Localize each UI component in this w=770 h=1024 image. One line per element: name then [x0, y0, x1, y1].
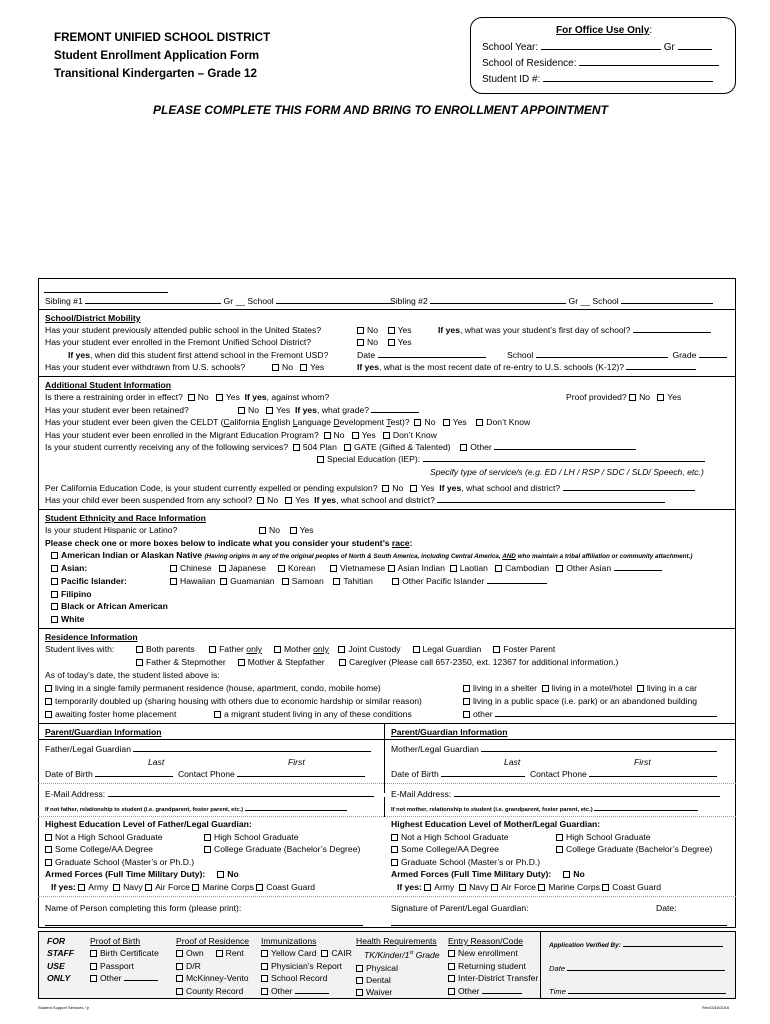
blank-line[interactable] [85, 295, 221, 304]
checkbox[interactable] [170, 578, 177, 585]
blank-line[interactable] [563, 482, 695, 491]
divider [44, 292, 168, 293]
checkbox[interactable] [176, 975, 183, 982]
checkbox[interactable] [448, 950, 455, 957]
checkbox[interactable] [450, 565, 457, 572]
checkbox[interactable] [413, 646, 420, 653]
ethnicity-q1: Is your student Hispanic or Latino? [45, 525, 178, 535]
father-dob-phone: Date of Birth Contact Phone [45, 768, 365, 781]
checkbox[interactable] [463, 711, 470, 718]
race-asian-options: Chinese Japanese Korean Vietnamese Asian Indian Laotian Cambodian Other Asian [170, 562, 662, 575]
mother-relationship: If not mother, relationship to student (i.e. grandparent, foster parent, etc.) [391, 802, 698, 817]
checkbox[interactable] [493, 646, 500, 653]
father-armed: Armed Forces (Full Time Military Duty): No [45, 869, 239, 879]
race-black: Black or African American [51, 600, 168, 613]
sibling-2: Sibling #2 Gr __ School [390, 295, 713, 308]
mother-edu-grad: Graduate School (Master’s or Ph.D.) [391, 856, 540, 869]
residence-other: other [463, 708, 717, 721]
checkbox[interactable] [388, 327, 395, 334]
staff-proof-residence: Proof of Residence Own Rent D/R McKinney-Vento County Record [176, 936, 250, 996]
checkbox[interactable] [410, 485, 417, 492]
additional-q4: Has your student ever been enrolled in the Migrant Education Program? No Yes Don’t Know [45, 430, 437, 440]
blank-line[interactable] [95, 768, 173, 777]
checkbox[interactable] [285, 497, 292, 504]
checkbox[interactable] [657, 394, 664, 401]
checkbox[interactable] [216, 394, 223, 401]
mobility-title: School/District Mobility [45, 313, 141, 323]
checkbox[interactable] [216, 950, 223, 957]
additional-proof: Proof provided? No Yes [566, 392, 682, 402]
checkbox[interactable] [333, 578, 340, 585]
staff-time: Time [549, 985, 726, 999]
checkbox[interactable] [45, 711, 52, 718]
checkbox[interactable] [261, 950, 268, 957]
additional-q3: Has your student ever been given the CELDT (California English Language Development Test)? No Yes Don’t Know [45, 417, 531, 427]
checkbox[interactable] [238, 407, 245, 414]
blank-line[interactable] [487, 575, 547, 584]
checkbox[interactable] [300, 364, 307, 371]
checkbox[interactable] [356, 989, 363, 996]
blank-line[interactable] [423, 453, 705, 462]
checkbox[interactable] [339, 659, 346, 666]
blank-line[interactable] [430, 295, 566, 304]
checkbox[interactable] [136, 646, 143, 653]
footer-left: Student Support Services / jr [38, 1005, 89, 1010]
mother-last-label: Last [504, 757, 521, 767]
divider [38, 628, 736, 629]
checkbox[interactable] [556, 846, 563, 853]
checkbox[interactable] [176, 950, 183, 957]
blank-line[interactable] [699, 349, 727, 358]
mother-branches: If yes: Army Navy Air Force Marine Corps Coast Guard [397, 882, 662, 892]
residence-options-1: Both parents Father only Mother only Joint Custody Legal Guardian Foster Parent [136, 643, 555, 656]
signature-date-label: Date: [656, 903, 677, 913]
father-first-label: First [288, 757, 305, 767]
checkbox[interactable] [459, 884, 466, 891]
form-title: Student Enrollment Application Form [54, 49, 260, 62]
ethnicity-instruction: Please check one or more boxes below to indicate what you consider your student’s race: [45, 538, 413, 548]
residence-migrant: a migrant student living in any of these conditions [214, 708, 412, 721]
blank-line[interactable] [481, 743, 717, 752]
checkbox[interactable] [176, 963, 183, 970]
checkbox[interactable] [278, 565, 285, 572]
checkbox[interactable] [563, 871, 570, 878]
checkbox[interactable] [51, 603, 58, 610]
checkbox[interactable] [629, 394, 636, 401]
residence-options-2: Father & Stepmother Mother & Stepfather Caregiver (Please call 657-2350, ext. 12367 for additional information.) [136, 656, 618, 669]
residence-asof: As of today’s date, the student listed above is: [45, 670, 220, 680]
checkbox[interactable] [45, 834, 52, 841]
checkbox[interactable] [51, 565, 58, 572]
checkbox[interactable] [257, 497, 264, 504]
blank-line[interactable] [495, 708, 717, 717]
mother-first-label: First [634, 757, 651, 767]
checkbox[interactable] [113, 884, 120, 891]
checkbox[interactable] [491, 884, 498, 891]
mother-edu-some: Some College/AA Degree [391, 843, 499, 856]
district-name: FREMONT UNIFIED SCHOOL DISTRICT [54, 31, 271, 44]
checkbox[interactable] [219, 565, 226, 572]
checkbox[interactable] [356, 965, 363, 972]
checkbox[interactable] [204, 846, 211, 853]
checkbox[interactable] [463, 698, 470, 705]
blank-line[interactable] [568, 985, 726, 994]
father-relationship: If not father, relationship to student (i.e. grandparent, foster parent, etc.) [45, 802, 347, 817]
father-edu-some: Some College/AA Degree [45, 843, 153, 856]
sibling-1: Sibling #1 Gr __ School [45, 295, 394, 308]
checkbox[interactable] [51, 552, 58, 559]
additional-q2: Has your student ever been retained? [45, 405, 189, 415]
blank-line[interactable] [614, 562, 662, 571]
checkbox[interactable] [542, 685, 549, 692]
checkbox[interactable] [45, 859, 52, 866]
mother-edu-hs: High School Graduate [556, 831, 651, 844]
parent-title-mother: Parent/Guardian Information [391, 727, 508, 737]
checkbox[interactable] [460, 444, 467, 451]
blank-line[interactable] [589, 768, 717, 777]
checkbox[interactable] [78, 884, 85, 891]
checkbox[interactable] [357, 327, 364, 334]
checkbox[interactable] [51, 616, 58, 623]
staff-immunizations: Immunizations Yellow Card CAIR Physician’s Report School Record Other [261, 936, 352, 996]
blank-line[interactable] [295, 985, 329, 994]
blank-line[interactable] [237, 768, 365, 777]
mobility-q3: If yes, when did this student first attend school in the Fremont USD? [68, 350, 329, 360]
checkbox[interactable] [424, 884, 431, 891]
residence-foster-placement: awaiting foster home placement [45, 708, 176, 721]
checkbox[interactable] [90, 963, 97, 970]
checkbox[interactable] [188, 394, 195, 401]
checkbox[interactable] [176, 988, 183, 995]
mobility-q3-date: Date School Grade [357, 349, 727, 362]
checkbox[interactable] [448, 963, 455, 970]
mobility-q2: Has your student ever enrolled in the Fremont Unified School District? [45, 337, 312, 347]
checkbox[interactable] [388, 339, 395, 346]
race-filipino: Filipino [51, 588, 92, 601]
blank-line[interactable] [623, 938, 723, 947]
office-residence: School of Residence: [482, 57, 719, 71]
ethnicity-title: Student Ethnicity and Race Information [45, 513, 206, 523]
office-student-id: Student ID #: [482, 73, 713, 87]
checkbox[interactable] [388, 565, 395, 572]
checkbox[interactable] [170, 565, 177, 572]
checkbox[interactable] [45, 846, 52, 853]
checkbox[interactable] [556, 834, 563, 841]
checkbox[interactable] [51, 591, 58, 598]
checkbox[interactable] [495, 565, 502, 572]
mother-armed: Armed Forces (Full Time Military Duty): No [391, 869, 585, 879]
additional-title: Additional Student Information [45, 380, 172, 390]
checkbox[interactable] [51, 578, 58, 585]
divider [38, 896, 736, 897]
race-white: White [51, 613, 84, 626]
additional-sped: Special Education (IEP): [317, 453, 705, 466]
father-name: Father/Legal Guardian [45, 743, 371, 756]
mobility-q1-ifyes: If yes, what was your student’s first day of school? [438, 324, 711, 337]
checkbox[interactable] [476, 419, 483, 426]
checkbox[interactable] [266, 407, 273, 414]
checkbox[interactable] [383, 432, 390, 439]
checkbox[interactable] [214, 711, 221, 718]
checkbox[interactable] [391, 846, 398, 853]
blank-line[interactable] [133, 743, 371, 752]
checkbox[interactable] [45, 698, 52, 705]
blank-line[interactable] [678, 41, 712, 50]
office-school-year: School Year: Gr [482, 41, 712, 55]
checkbox[interactable] [220, 578, 227, 585]
race-pacific: Pacific Islander: [51, 575, 127, 588]
residence-title: Residence Information [45, 632, 138, 642]
father-last-label: Last [148, 757, 165, 767]
checkbox[interactable] [356, 977, 363, 984]
blank-line[interactable] [543, 73, 713, 82]
mother-edu-college: College Graduate (Bachelor’s Degree) [556, 843, 712, 856]
residence-public: living in a public space (i.e. park) or an abandoned building [463, 695, 697, 708]
checkbox[interactable] [637, 685, 644, 692]
additional-q7: Has your child ever been suspended from any school? No Yes If yes, what school and district? [45, 494, 665, 507]
race-american-indian: American Indian or Alaskan Native (Having origins in any of the original peoples of North & South America, including Central America, AND who maintain a tribal affiliation or community attachment.) [51, 549, 692, 564]
divider [38, 509, 736, 510]
blank-line[interactable] [494, 441, 636, 450]
father-email: E-Mail Address: [45, 788, 374, 801]
additional-q2-answers: No Yes If yes, what grade? [238, 404, 419, 417]
name-completing-label: Name of Person completing this form (please print): [45, 903, 242, 913]
checkbox[interactable] [136, 659, 143, 666]
blank-line[interactable] [633, 324, 711, 333]
divider [38, 309, 736, 310]
checkbox[interactable] [324, 432, 331, 439]
additional-specify-note: Specify type of service/s (e.g. ED / LH / RSP / SDC / SLD/ Speech, etc.) [430, 467, 704, 477]
additional-q6: Per California Education Code, is your student currently expelled or pending expulsion? No Yes If yes, what school and district? [45, 482, 695, 495]
form-grades: Transitional Kindergarten – Grade 12 [54, 67, 257, 80]
checkbox[interactable] [261, 963, 268, 970]
checkbox[interactable] [330, 565, 337, 572]
checkbox[interactable] [259, 527, 266, 534]
staff-date: Date [549, 962, 725, 976]
checkbox[interactable] [448, 988, 455, 995]
checkbox[interactable] [282, 578, 289, 585]
blank-line[interactable] [378, 349, 486, 358]
checkbox[interactable] [392, 578, 399, 585]
divider [38, 723, 736, 724]
mobility-q4-ifyes: If yes, what is the most recent date of re-entry to U.S. schools (K-12)? [357, 361, 696, 374]
mobility-q1: Has your student previously attended public school in the United States? [45, 325, 322, 335]
checkbox[interactable] [204, 834, 211, 841]
checkbox[interactable] [321, 950, 328, 957]
checkbox[interactable] [602, 884, 609, 891]
checkbox[interactable] [391, 859, 398, 866]
name-completing-line[interactable] [45, 925, 363, 926]
ethnicity-q1-answers: No Yes [259, 524, 314, 537]
divider [38, 376, 736, 377]
blank-line[interactable] [594, 802, 698, 811]
mobility-q4: Has your student ever withdrawn from U.S. schools? [45, 362, 246, 372]
blank-line[interactable] [579, 57, 719, 66]
checkbox[interactable] [290, 527, 297, 534]
checkbox[interactable] [463, 685, 470, 692]
checkbox[interactable] [338, 646, 345, 653]
father-edu-row-1: Not a High School Graduate [45, 831, 163, 844]
checkbox[interactable] [209, 646, 216, 653]
mother-dob-phone: Date of Birth Contact Phone [391, 768, 717, 781]
father-branches: If yes: Army Navy Air Force Marine Corps Coast Guard [51, 882, 316, 892]
blank-line[interactable] [371, 404, 419, 413]
signature-line[interactable] [391, 925, 727, 926]
father-education-title: Highest Education Level of Father/Legal Guardian: [45, 819, 252, 829]
mother-education-title: Highest Education Level of Mother/Legal Guardian: [391, 819, 601, 829]
blank-line[interactable] [124, 972, 158, 981]
father-edu-grad: Graduate School (Master’s or Ph.D.) [45, 856, 194, 869]
checkbox[interactable] [352, 432, 359, 439]
checkbox[interactable] [145, 884, 152, 891]
blank-line[interactable] [626, 361, 696, 370]
divider [540, 931, 541, 999]
divider [384, 797, 385, 817]
blank-line[interactable] [108, 788, 374, 797]
residence-shelter: living in a shelter living in a motel/hotel living in a car [463, 682, 697, 695]
mobility-q2-answers: No Yes [357, 336, 412, 349]
mother-name: Mother/Legal Guardian [391, 743, 717, 756]
checkbox[interactable] [256, 884, 263, 891]
blank-line[interactable] [621, 295, 713, 304]
mobility-q1-answers: No Yes [357, 324, 412, 337]
checkbox[interactable] [192, 884, 199, 891]
checkbox[interactable] [217, 871, 224, 878]
divider [38, 739, 736, 740]
blank-line[interactable] [567, 962, 725, 971]
staff-health: Health Requirements TK/Kinder/1st Grade Physical Dental Waiver [356, 936, 440, 998]
blank-line[interactable] [437, 494, 665, 503]
race-pacific-options: Hawaiian Guamanian Samoan Tahitian Other Pacific Islander [170, 575, 547, 588]
staff-verified: Application Verified By: [549, 938, 723, 953]
mobility-q4-answers: No Yes [272, 361, 324, 374]
checkbox[interactable] [414, 419, 421, 426]
checkbox[interactable] [45, 685, 52, 692]
blank-line[interactable] [245, 802, 347, 811]
parent-title-father: Parent/Guardian Information [45, 727, 162, 737]
checkbox[interactable] [391, 834, 398, 841]
checkbox[interactable] [443, 419, 450, 426]
checkbox[interactable] [382, 485, 389, 492]
residence-single: living in a single family permanent residence (house, apartment, condo, mobile home) [45, 682, 381, 695]
blank-line[interactable] [454, 788, 720, 797]
checkbox[interactable] [293, 444, 300, 451]
checkbox[interactable] [261, 988, 268, 995]
checkbox[interactable] [448, 975, 455, 982]
blank-line[interactable] [541, 41, 661, 50]
office-title: For Office Use Only: [556, 25, 653, 36]
checkbox[interactable] [357, 339, 364, 346]
blank-line[interactable] [482, 985, 522, 994]
father-edu-hs: High School Graduate [204, 831, 299, 844]
father-edu-college: College Graduate (Bachelor’s Degree) [204, 843, 360, 856]
checkbox[interactable] [344, 444, 351, 451]
checkbox[interactable] [538, 884, 545, 891]
checkbox[interactable] [274, 646, 281, 653]
checkbox[interactable] [272, 364, 279, 371]
checkbox[interactable] [261, 975, 268, 982]
instruction-banner: PLEASE COMPLETE THIS FORM AND BRING TO ENROLLMENT APPOINTMENT [153, 103, 608, 117]
residence-lives-with: Student lives with: [45, 644, 115, 654]
race-asian: Asian: [51, 562, 87, 575]
checkbox[interactable] [317, 456, 324, 463]
checkbox[interactable] [238, 659, 245, 666]
divider [38, 816, 736, 817]
staff-label: FOR STAFF USE ONLY [47, 936, 75, 984]
additional-q1: Is there a restraining order in effect? No Yes If yes, against whom? [45, 392, 330, 402]
residence-doubled: temporarily doubled up (sharing housing with others due to economic hardship or similar reason) [45, 695, 422, 708]
signature-label: Signature of Parent/Legal Guardian: [391, 903, 529, 913]
checkbox[interactable] [90, 950, 97, 957]
blank-line[interactable] [536, 349, 668, 358]
footer-right: Rev03/16/2016 [702, 1005, 730, 1010]
checkbox[interactable] [556, 565, 563, 572]
blank-line[interactable] [441, 768, 525, 777]
staff-entry: Entry Reason/Code New enrollment Returning student Inter-District Transfer Other [448, 936, 539, 996]
mother-email: E-Mail Address: [391, 788, 720, 801]
additional-q5: Is your student currently receiving any of the following services? 504 Plan GATE (Gifted & Talented) Other [45, 441, 636, 454]
checkbox[interactable] [90, 975, 97, 982]
divider [38, 783, 736, 784]
staff-proof-birth: Proof of Birth Birth Certificate Passport Other [90, 936, 159, 984]
mother-edu-not-hs: Not a High School Graduate [391, 831, 509, 844]
blank-line[interactable] [276, 295, 394, 304]
